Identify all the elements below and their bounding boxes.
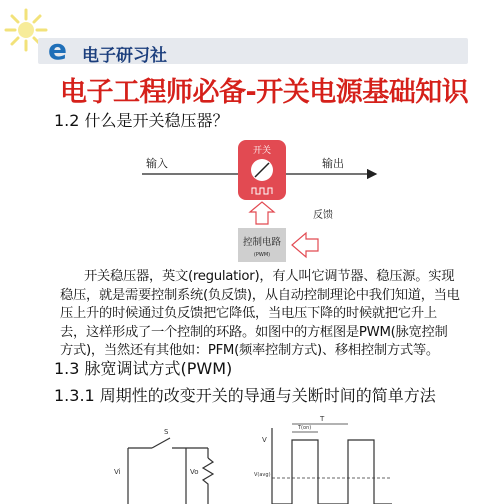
control-sub-label: (PWM)	[253, 252, 271, 258]
waveform-v-label: V	[262, 436, 267, 444]
switch-s-label: S	[164, 428, 169, 436]
pwm-waveform	[272, 428, 392, 504]
section-heading-1-2: 1.2 什么是开关稳压器？	[54, 111, 229, 130]
vi-label: Vi	[114, 468, 121, 476]
output-label: 输出	[322, 157, 344, 170]
circuit-diagram	[128, 438, 213, 504]
section-heading-1-3-1: 1.3.1 周期性的改变开关的导通与关断时间的简单方法	[54, 386, 436, 405]
switch-label: 开关	[252, 146, 272, 156]
waveform-ton-label: T(on)	[298, 425, 312, 431]
body-paragraph: 开关稳压器，英文(regulatior)，有人叫它调节器、稳压源。实现稳压，就是需要控制系统(负反馈)，从自动控制理论中我们知道，当电压上升的时候通过负反馈把它降低，当电压下降的时候就把它升上去，这样形成了一个控制的环路。如图中的方框图是PWM(脉宽控制方式)，当然还有其他如：PFM(频率控制方式)、移相控制方式等。	[60, 269, 460, 358]
section-heading-1-3: 1.3 脉宽调试方式(PWM)	[54, 359, 233, 378]
control-label: 控制电路	[242, 237, 282, 248]
page-title: 电子工程师必备-开关电源基础知识	[60, 77, 469, 108]
vo-label: Vo	[190, 468, 199, 476]
feedback-label: 反馈	[313, 210, 333, 221]
waveform-vavg-label: V(avg)	[254, 472, 271, 478]
brand-name: 电子研习社	[82, 46, 167, 66]
input-label: 输入	[146, 157, 168, 170]
waveform-t-label: T	[320, 415, 325, 423]
brand-logo-icon: e	[48, 33, 67, 66]
